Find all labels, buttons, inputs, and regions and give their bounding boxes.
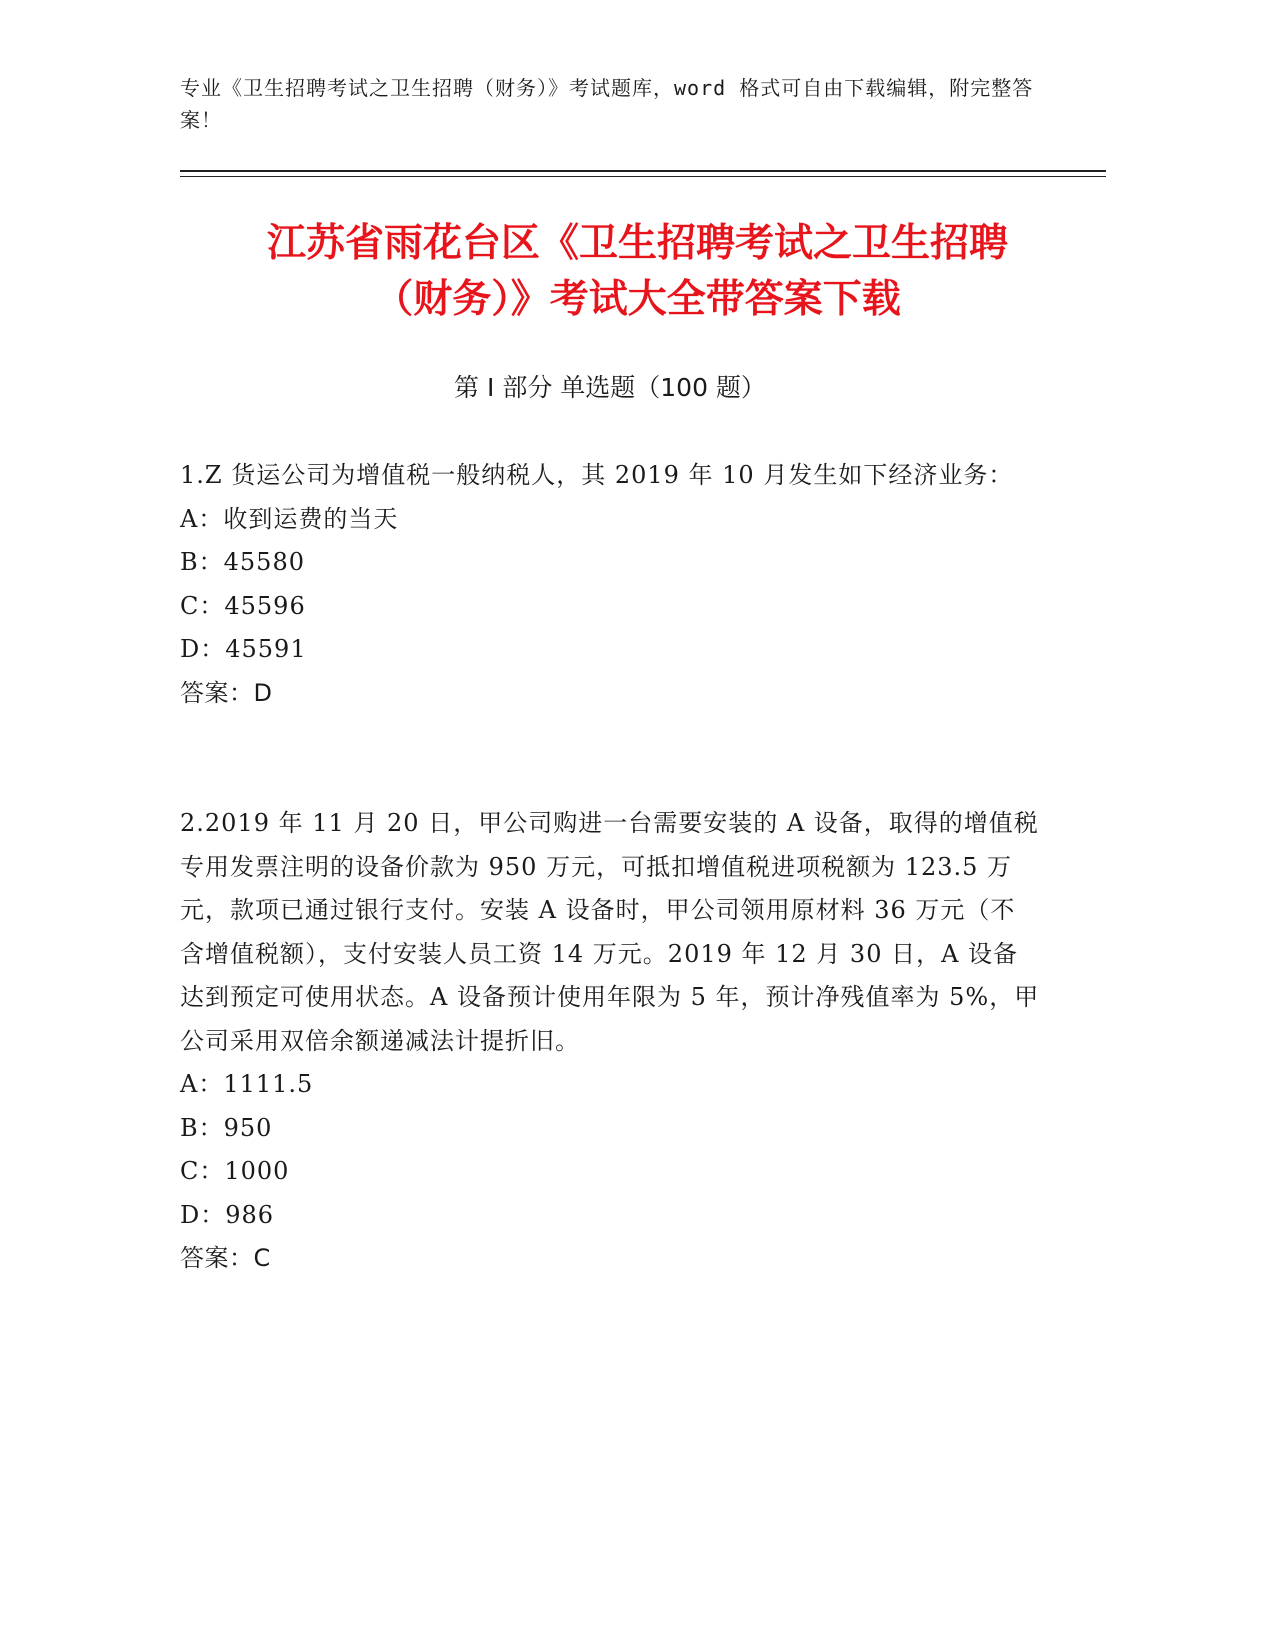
- question-1: [180, 454, 1040, 715]
- question-2: [180, 802, 1040, 1281]
- document-title: [160, 216, 1115, 328]
- option-label: C：: [180, 1157, 225, 1185]
- option-label: A：: [180, 1070, 224, 1098]
- option-d: [180, 628, 1040, 672]
- option-label: C：: [180, 591, 225, 620]
- option-text: 986: [225, 1200, 275, 1229]
- option-c: [180, 1150, 1040, 1194]
- option-a: [180, 498, 1040, 542]
- answer-line: 答案：D: [180, 678, 273, 707]
- option-label: D：: [180, 1200, 226, 1229]
- header-rule-thin: [180, 176, 1106, 177]
- option-a: [180, 1063, 1040, 1107]
- option-text: 45596: [224, 591, 306, 620]
- option-text: 45580: [223, 548, 305, 576]
- option-text: 950: [223, 1113, 273, 1142]
- question-stem: 2.2019 年 11 月 20 日，甲公司购进一台需要安装的 A 设备，取得的增值税专用发票注明的设备价款为 950 万元，可抵扣增值税进项税额为 123.5 万元，款项已通过银行支付。安装 A 设备时，甲公司领用原材料 36 万元（不含增值税额），支付安装人员工资 14 万元。2019 年 12 月 30 日，A 设备达到预定可使用状态。A 设备预计使用年限为 5 年，预计净残值率为 5%，甲公司采用双倍余额递减法计提折旧。: [180, 809, 1040, 1055]
- option-text: 1000: [224, 1157, 290, 1185]
- header-note: 专业《卫生招聘考试之卫生招聘（财务）》考试题库，word 格式可自由下载编辑，附完整答案！: [180, 76, 1034, 132]
- answer-line: 答案：C: [180, 1244, 271, 1272]
- option-label: D：: [180, 635, 226, 663]
- option-c: [180, 585, 1040, 629]
- option-b: [180, 541, 1040, 585]
- option-b: [180, 1107, 1040, 1151]
- option-text: 45591: [225, 635, 307, 663]
- option-label: B：: [180, 1113, 224, 1142]
- option-text: 收到运费的当天: [223, 504, 399, 533]
- option-label: A：: [180, 504, 224, 533]
- title-line-1: 江苏省雨花台区《卫生招聘考试之卫生招聘: [266, 221, 1008, 266]
- option-label: B：: [180, 548, 224, 576]
- option-d: [180, 1194, 1040, 1238]
- title-line-2: （财务）》考试大全带答案下载: [374, 277, 901, 322]
- part-heading: 第 I 部分 单选题（100 题）: [454, 373, 766, 402]
- question-stem: 1.Z 货运公司为增值税一般纳税人，其 2019 年 10 月发生如下经济业务：: [180, 461, 1014, 489]
- option-text: 1111.5: [223, 1070, 314, 1098]
- header-rule-thick: [180, 170, 1106, 172]
